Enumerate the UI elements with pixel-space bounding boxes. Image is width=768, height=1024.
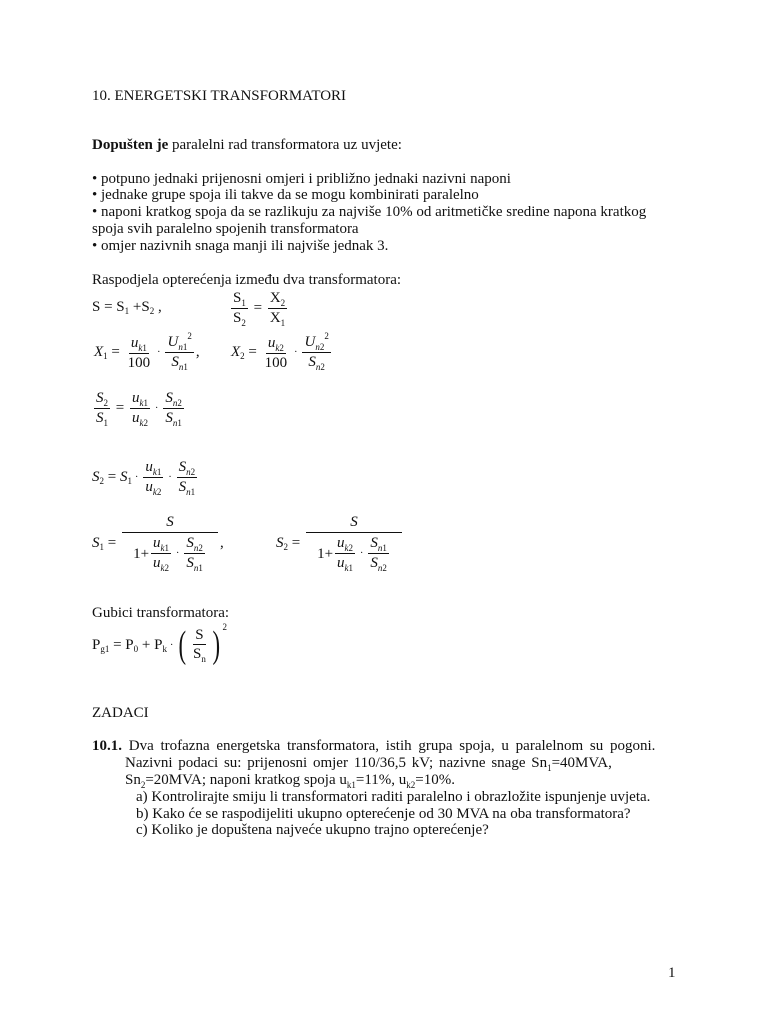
task-sub-uk1: k1 (346, 780, 356, 790)
task-text-3a: Sn (125, 772, 141, 788)
task-item-c: c) Koliko je dopuštena najveće ukupno trajno opterećenje? (136, 822, 489, 838)
formula-s2-from-s1: S 2 = S 1 · $\frac{u_{k1}}{u_{k2}}$ · $\frac{S_{n2}}{S_{n1}}$ (92, 459, 196, 497)
task-item-a: a) Kontrolirajte smiju li transformatori raditi paralelno i obrazložite ispunjenje uvjeta. (136, 789, 651, 805)
task-line-3 (125, 772, 455, 790)
condition-4: • omjer nazivnih snaga manji ili najviše jednak 3. (92, 238, 389, 254)
load-distribution-title: Raspodjela opterećenja između dva transformatora: (92, 272, 402, 288)
task-number: 10.1. (92, 738, 122, 754)
task-item-b: b) Kako će se raspodijeliti ukupno opterećenje od 30 MVA na oba transformatora? (136, 806, 631, 822)
condition-3-cont: spoja svih paralelno spojenih transformatora (92, 221, 359, 237)
condition-1: • potpuno jednaki prijenosni omjeri i približno jednaki nazivni naponi (92, 171, 511, 187)
page-number: 1 (668, 965, 676, 981)
task-sub-sn2: 2 (140, 780, 146, 790)
losses-title: Gubici transformatora: (92, 605, 230, 621)
task-sub-sn1: 1 (547, 763, 552, 773)
task-line-2 (125, 755, 612, 773)
intro-bold: Dopušten je (92, 137, 169, 153)
formula-x2: X 2 = $\frac{u_{k2}}{100}$ · $\frac{U_{n2}^2}{S_{n2}}$ (231, 331, 329, 372)
formula-losses: P g1 = P 0 + P k · ( $\frac{S}{S_n}$ ) 2 (92, 621, 227, 666)
formula-total-power: S = S 1 +S 2 , (92, 299, 162, 316)
page-heading: 10. ENERGETSKI TRANSFORMATORI (92, 88, 347, 104)
formula-power-ratio: $\frac{S_1}{S_2}$ = $\frac{X_2}{X_1}$ (233, 290, 286, 328)
task-text-3d: =10%. (415, 772, 455, 788)
formula-s2-s1-ratio: $\frac{S_2}{S_1}$ = $\frac{u_{k1}}{u_{k2}}$ · $\frac{S_{n2}}{S_{n1}}$ (96, 390, 182, 428)
task-text-2: Nazivni podaci su: prijenosni omjer 110/36,5 kV; nazivne snage Sn (125, 755, 548, 771)
intro-paragraph (92, 137, 402, 154)
condition-3: • naponi kratkog spoja da se razlikuju za najviše 10% od aritmetičke sredine napona kratkog (92, 204, 647, 220)
condition-2: • jednake grupe spoja ili takve da se mogu kombinirati paralelno (92, 187, 479, 203)
formula-s1: S 1 = S 1+ $\frac{u_{k1}}{u_{k2}}$ · $\frac{S_{n2}}{S_{n1}}$ , (92, 514, 224, 573)
tasks-title: ZADACI (92, 705, 149, 721)
formula-s2: S 2 = S 1+ $\frac{u_{k2}}{u_{k1}}$ · $\frac{S_{n1}}{S_{n2}}$ (276, 514, 404, 572)
formula-x1: X 1 = $\frac{u_{k1}}{100}$ · $\frac{U_{n1}^2}{S_{n1}}$ , (94, 331, 200, 372)
task-text-3b: =20MVA; naponi kratkog spoja u (145, 772, 347, 788)
task-text-1: Dva trofazna energetska transformatora, istih grupa spoja, u paralelnom su pogoni. (122, 738, 656, 754)
intro-rest: paralelni rad transformatora uz uvjete: (168, 137, 402, 153)
task-sub-uk2: k2 (406, 780, 416, 790)
task-text-2-end: =40MVA, (551, 755, 612, 771)
task-line-1 (92, 738, 705, 755)
task-text-3c: =11%, u (355, 772, 407, 788)
